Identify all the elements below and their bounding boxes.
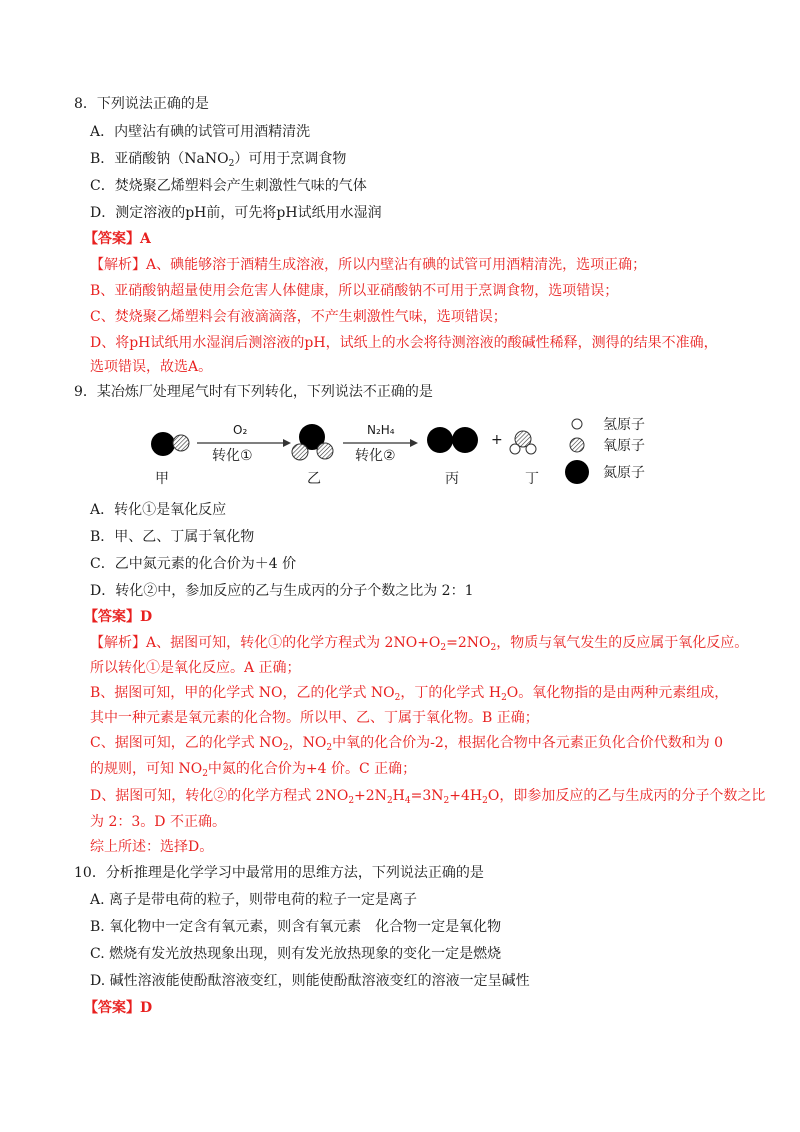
legend-n-symbol	[565, 460, 589, 484]
q10-answer: 【答案】D	[84, 1000, 153, 1016]
q8-explanation-4: D、将pH试纸用水湿润后测溶液的pH，试纸上的水会将待测溶液的酸碱性稀释，测得的结果不准确，	[90, 335, 718, 351]
q8-stem: 8．下列说法正确的是	[74, 96, 209, 112]
q10-option-b: B. 氧化物中一定含有氧元素，则含有氧元素 化合物一定是氧化物	[90, 919, 502, 935]
legend-h-label: 氢原子	[603, 417, 645, 433]
plus-sign: +	[491, 432, 503, 448]
q8-explanation-3: C、焚烧聚乙烯塑料会有液滴滴落，不产生刺激性气味，选项错误；	[90, 309, 507, 325]
q8-option-c: C．焚烧聚乙烯塑料会产生刺激性气味的气体	[90, 178, 367, 194]
reagent-n2h4: N₂H₄	[367, 423, 395, 437]
q10-option-a: A. 离子是带电荷的粒子，则带电荷的粒子一定是离子	[90, 892, 418, 908]
q9-answer: 【答案】D	[84, 609, 153, 625]
q10-option-c: C. 燃烧有发光放热现象出现，则有发光放热现象的变化一定是燃烧	[90, 946, 502, 962]
q10-option-d: D. 碱性溶液能使酚酞溶液变红，则能使酚酞溶液变红的溶液一定呈碱性	[90, 973, 530, 989]
q9-option-a: A．转化①是氧化反应	[90, 502, 227, 518]
molecule-jia-no	[151, 432, 189, 456]
label-ding: 丁	[525, 471, 539, 487]
arrow-conversion-2	[343, 439, 418, 447]
q9-option-b: B．甲、乙、丁属于氧化物	[90, 529, 255, 545]
q8-explanation-1: 【解析】A、碘能够溶于酒精生成溶液，所以内壁沾有碘的试管可用酒精清洗，选项正确；	[90, 257, 647, 273]
q9-option-d: D．转化②中，参加反应的乙与生成丙的分子个数之比为 2：1	[90, 583, 474, 599]
molecule-ding-h2o	[510, 431, 536, 454]
q9-explanation-8: 为 2：3。D 不正确。	[90, 814, 226, 830]
q9-explanation-6: 的规则，可知 $NO_2$中氮的化合价为+4 价。C 正确；	[90, 761, 417, 779]
q9-explanation-1: 【解析】A、据图可知，转化①的化学方程式为 $2NO+O_2=2NO_2$，物质与氧气发生的反应属于氧化反应。	[90, 635, 749, 653]
label-jia: 甲	[155, 471, 169, 487]
molecule-bing-n2	[427, 427, 478, 453]
q8-explanation-5: 选项错误，故选A。	[90, 359, 213, 375]
label-bing: 丙	[445, 471, 459, 487]
q9-explanation-5: C、据图可知，乙的化学式 $NO_2$，$NO_2$中氧的化合价为-2，根据化合物中各元素正负化合价代数和为 0	[90, 735, 724, 753]
legend-n-label: 氮原子	[603, 465, 645, 481]
legend-o-symbol	[570, 438, 584, 452]
label-conversion-2: 转化②	[355, 448, 396, 464]
legend-o-label: 氧原子	[603, 438, 645, 454]
q9-explanation-4: 其中一种元素是氧元素的化合物。所以甲、乙、丁属于氧化物。B 正确；	[90, 710, 539, 726]
q9-explanation-2: 所以转化①是氧化反应。A 正确；	[90, 660, 301, 676]
q8-answer: 【答案】A	[84, 231, 151, 247]
q8-option-d: D．测定溶液的pH前，可先将pH试纸用水湿润	[90, 205, 382, 221]
label-conversion-1: 转化①	[212, 448, 253, 464]
q9-explanation-9: 综上所述：选择D。	[90, 839, 214, 855]
reaction-diagram	[145, 410, 665, 490]
legend	[565, 417, 645, 484]
q10-stem: 10．分析推理是化学学习中最常用的思维方法，下列说法正确的是	[74, 865, 484, 881]
q8-option-a: A．内壁沾有碘的试管可用酒精清洗	[90, 124, 311, 140]
arrow-conversion-1	[197, 439, 291, 447]
q9-explanation-3: B、据图可知，甲的化学式 NO，乙的化学式 $NO_2$，丁的化学式 $H_2O$。氧化物指的是由两种元素组成，	[90, 685, 729, 703]
molecule-yi-no2	[292, 424, 333, 460]
reagent-o2: O₂	[233, 423, 248, 437]
q8-option-b: B．亚硝酸钠（NaNO$_2$）可用于烹调食物	[90, 151, 347, 169]
q9-stem: 9．某冶炼厂处理尾气时有下列转化，下列说法不正确的是	[74, 384, 433, 400]
q9-option-c: C．乙中氮元素的化合价为＋4 价	[90, 556, 297, 572]
q8-explanation-2: B、亚硝酸钠超量使用会危害人体健康，所以亚硝酸钠不可用于烹调食物，选项错误；	[90, 283, 619, 299]
q9-explanation-7: D、据图可知，转化②的化学方程式 $2NO_2+2N_2H_4=3N_2+4H_2O$，即参加反应的乙与生成丙的分子个数之比	[90, 788, 766, 806]
legend-h-symbol	[572, 419, 582, 429]
label-yi: 乙	[307, 471, 321, 487]
